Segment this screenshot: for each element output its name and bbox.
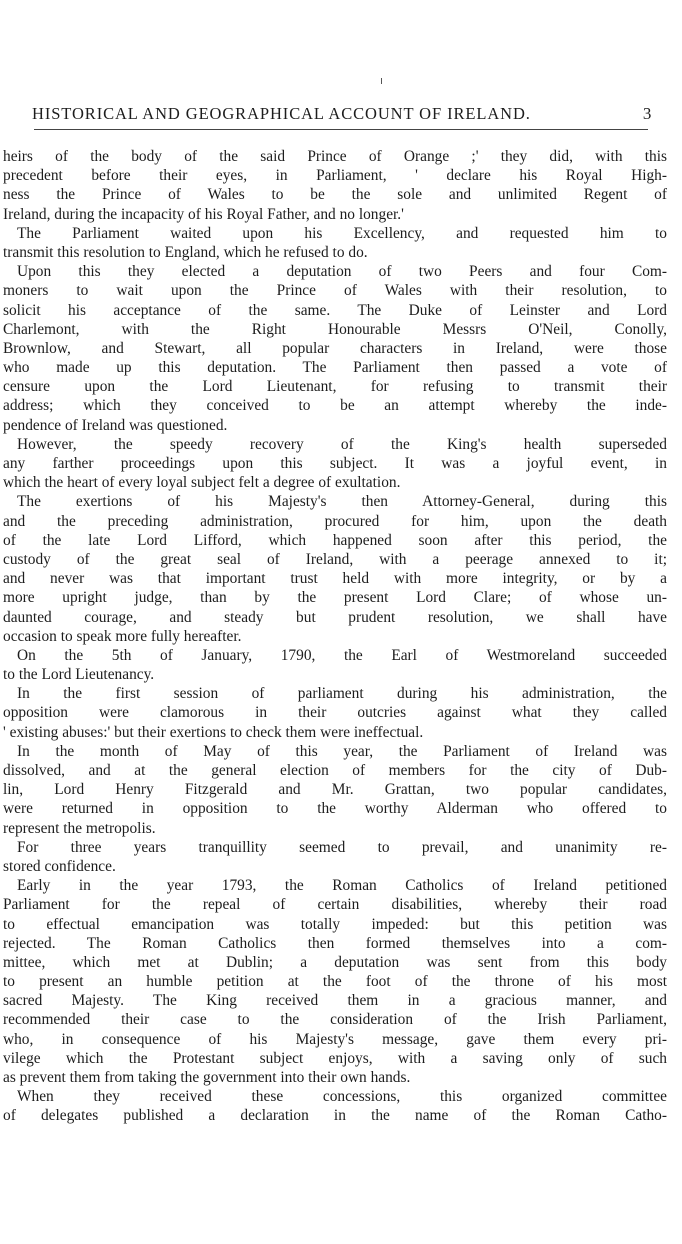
text-line: mittee, which met at Dublin; a deputation was sent from this body (3, 953, 667, 971)
text-line: represent the metropolis. (3, 819, 156, 837)
text-line: solicit his acceptance of the same. The Duke of Leinster and Lord (3, 301, 667, 319)
text-line: lin, Lord Henry Fitzgerald and Mr. Grattan, two popular candidates, (3, 781, 667, 799)
text-line: to the Lord Lieutenancy. (3, 666, 155, 684)
paragraph-start: Upon this they elected a deputation of two Peers and four Com- (17, 263, 667, 281)
text-line: vilege which the Protestant subject enjoys, with a saving only of such (3, 1049, 667, 1067)
paragraph-start: The Parliament waited upon his Excellency, and requested him to (17, 224, 667, 242)
text-line: Brownlow, and Stewart, all popular characters in Ireland, were those (3, 339, 667, 357)
text-line: were returned in opposition to the worthy Alderman who offered to (3, 800, 667, 818)
text-line: Charlemont, with the Right Honourable Messrs O'Neil, Conolly, (3, 320, 667, 338)
running-title: HISTORICAL AND GEOGRAPHICAL ACCOUNT OF IRELAND. (32, 104, 531, 123)
text-line: ness the Prince of Wales to be the sole and unlimited Regent of (3, 186, 667, 204)
paragraph-start: However, the speedy recovery of the King's health superseded (17, 435, 667, 453)
page-number: 3 (642, 104, 652, 123)
paragraph-start: In the first session of parliament during his administration, the (17, 685, 667, 703)
text-line: ' existing abuses:' but their exertions to check them were ineffectual. (3, 723, 424, 741)
body-text (3, 147, 667, 1126)
paragraph-start: The exertions of his Majesty's then Attorney-General, during this (17, 493, 667, 511)
text-line: of delegates published a declaration in the name of the Roman Catho- (3, 1107, 667, 1125)
text-line: rejected. The Roman Catholics then formed themselves into a com- (3, 934, 667, 952)
text-line: precedent before their eyes, in Parliament, ' declare his Royal High- (3, 167, 667, 185)
text-line: more upright judge, than by the present Lord Clare; of whose un- (3, 589, 667, 607)
text-line: daunted courage, and steady but prudent resolution, we shall have (3, 608, 667, 626)
text-line: sacred Majesty. The King received them in a gracious manner, and (3, 992, 667, 1010)
text-line: and the preceding administration, procured for him, upon the death (3, 512, 667, 530)
paragraph-start: For three years tranquillity seemed to prevail, and unanimity re- (17, 838, 667, 856)
print-speck (381, 78, 382, 84)
paragraph-start: When they received these concessions, this organized committee (17, 1088, 667, 1106)
text-line: Parliament for the repeal of certain disabilities, whereby their road (3, 896, 667, 914)
text-line: any farther proceedings upon this subject. It was a joyful event, in (3, 455, 667, 472)
text-line: which the heart of every loyal subject felt a degree of exultation. (3, 474, 401, 492)
text-line: censure upon the Lord Lieutenant, for refusing to transmit their (3, 378, 667, 396)
text-line: address; which they conceived to be an attempt whereby the inde- (3, 397, 667, 415)
text-line: of the late Lord Lifford, which happened soon after this period, the (3, 531, 667, 549)
text-line: stored confidence. (3, 857, 116, 875)
text-line: moners to wait upon the Prince of Wales with their resolution, to (3, 282, 667, 300)
text-line: who, in consequence of his Majesty's message, gave them every pri- (3, 1030, 667, 1048)
text-line: and never was that important trust held with more integrity, or by a (3, 570, 667, 588)
text-line: as prevent them from taking the government into their own hands. (3, 1069, 411, 1086)
header-rule (34, 129, 648, 130)
text-line: heirs of the body of the said Prince of Orange ;' they did, with this (3, 148, 667, 165)
text-line: custody of the great seal of Ireland, with a peerage annexed to it; (3, 550, 667, 568)
text-line: transmit this resolution to England, which he refused to do. (3, 243, 368, 261)
text-line: dissolved, and at the general election of members for the city of Dub- (3, 762, 667, 779)
text-line: recommended their case to the consideration of the Irish Parliament, (3, 1011, 667, 1029)
text-line: who made up this deputation. The Parliament then passed a vote of (3, 359, 667, 377)
text-line: Ireland, during the incapacity of his Royal Father, and no longer.' (3, 205, 404, 223)
paragraph-start: On the 5th of January, 1790, the Earl of Westmoreland succeeded (17, 646, 667, 664)
paragraph-start: In the month of May of this year, the Parliament of Ireland was (17, 742, 667, 760)
text-line: occasion to speak more fully hereafter. (3, 627, 242, 645)
text-line: pendence of Ireland was questioned. (3, 416, 228, 434)
text-line: opposition were clamorous in their outcries against what they called (3, 704, 667, 722)
text-line: to effectual emancipation was totally impeded: but this petition was (3, 915, 667, 933)
text-line: to present an humble petition at the foot of the throne of his most (3, 973, 667, 991)
paragraph-start: Early in the year 1793, the Roman Catholics of Ireland petitioned (17, 877, 667, 895)
running-head (32, 104, 652, 126)
